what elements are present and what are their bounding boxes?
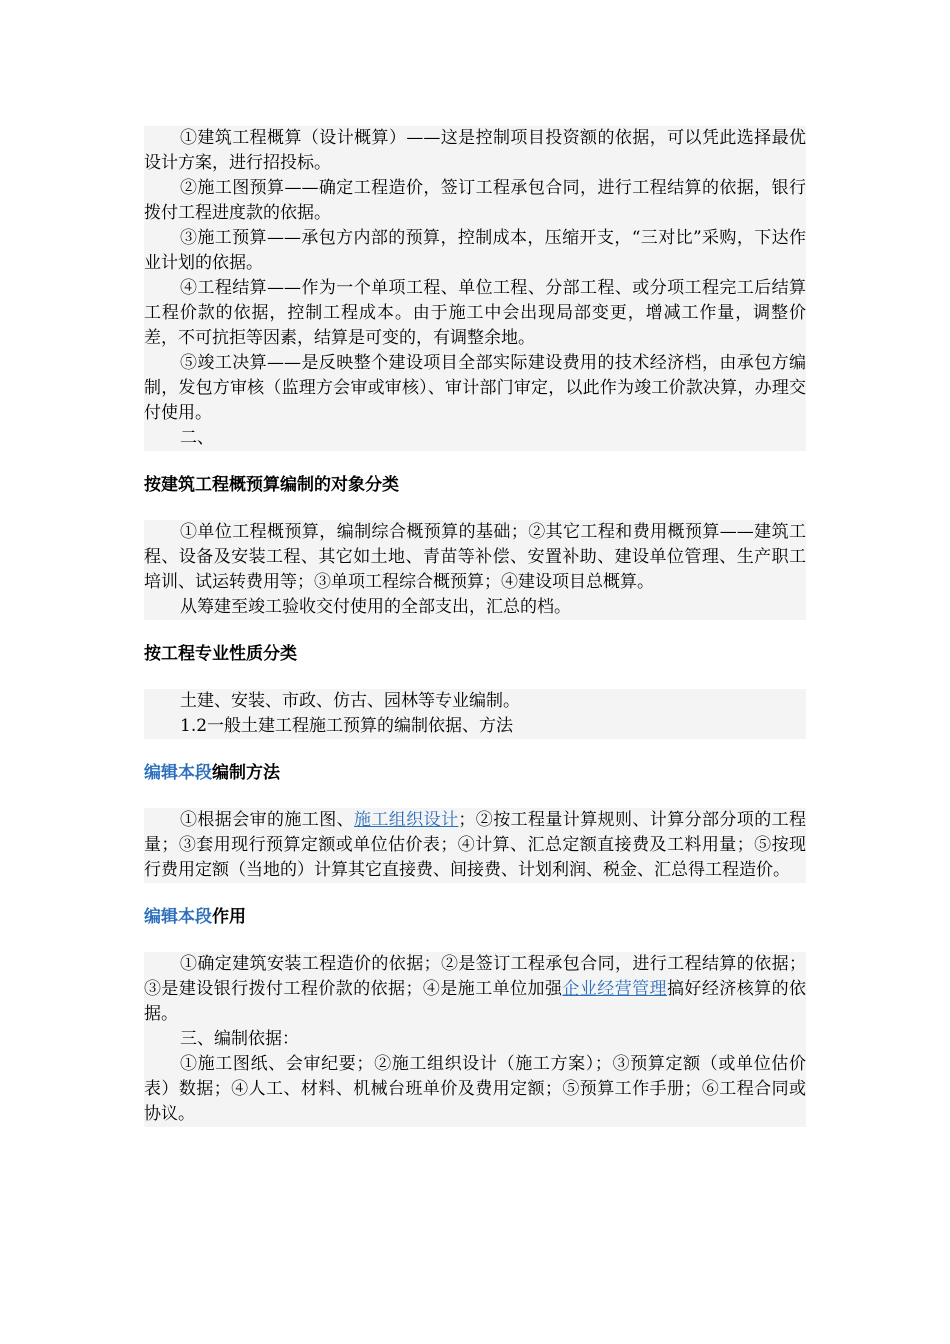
paragraph: 三、编制依据： xyxy=(180,1029,299,1049)
shaded-block-estimates xyxy=(144,126,806,451)
paragraph: ①建筑工程概算（设计概算）——这是控制项目投资额的依据，可以凭此选择最优设计方案，进行招投标。 xyxy=(144,128,806,173)
section-heading-function xyxy=(144,905,806,930)
edit-section-link[interactable]: 编辑本段 xyxy=(144,763,212,783)
paragraph: ①单位工程概预算，编制综合概预算的基础；②其它工程和费用概预算——建筑工程、设备及安装工程、其它如土地、青苗等补偿、安置补助、建设单位管理、生产职工培训、试运转费用等；③单项工程综合概预算；④建设项目总概算。 xyxy=(144,522,806,592)
paragraph: ①施工图纸、会审纪要；②施工组织设计（施工方案）；③预算定额（或单位估价表）数据；④人工、材料、机械台班单价及费用定额；⑤预算工作手册；⑥工程合同或协议。 xyxy=(144,1054,806,1124)
paragraph: 从筹建至竣工验收交付使用的全部支出，汇总的档。 xyxy=(180,597,571,617)
section-heading: 按工程专业性质分类 xyxy=(144,644,297,664)
heading-title: 编制方法 xyxy=(212,763,280,783)
paragraph: ③施工预算——承包方内部的预算，控制成本，压缩开支，“三对比”采购，下达作业计划的依据。 xyxy=(144,228,806,273)
heading-title: 作用 xyxy=(212,907,246,927)
paragraph: ②施工图预算——确定工程造价，签订工程承包合同，进行工程结算的依据，银行拨付工程进度款的依据。 xyxy=(144,178,806,223)
section-heading-method xyxy=(144,761,806,786)
paragraph: ①根据会审的施工图、施工组织设计；②按工程量计算规则、计算分部分项的工程量；③套用现行预算定额或单位估价表；④计算、汇总定额直接费及工料用量；⑤按现行费用定额（当地的）计算其它直接费、间接费、计划利润、税金、汇总得工程造价。 xyxy=(144,810,807,880)
shaded-block-object xyxy=(144,520,806,620)
paragraph: 1.2一般土建工程施工预算的编制依据、方法 xyxy=(180,716,514,736)
paragraph: ④工程结算——作为一个单项工程、单位工程、分部工程、或分项工程完工后结算工程价款的依据，控制工程成本。由于施工中会出现局部变更，增减工作量，调整价差，不可抗拒等因素，结算是可变的，有调整余地。 xyxy=(144,278,806,348)
shaded-block-profession xyxy=(144,689,806,739)
shaded-block-function xyxy=(144,952,806,1127)
section-heading: 按建筑工程概预算编制的对象分类 xyxy=(144,475,399,495)
shaded-block-method xyxy=(144,808,806,883)
paragraph: ①确定建筑安装工程造价的依据；②是签订工程承包合同，进行工程结算的依据；③是建设银行拨付工程价款的依据；④是施工单位加强企业经营管理搞好经济核算的依据。 xyxy=(144,954,807,1024)
edit-section-link[interactable]: 编辑本段 xyxy=(144,907,212,927)
paragraph: ⑤竣工决算——是反映整个建设项目全部实际建设费用的技术经济档，由承包方编制，发包方审核（监理方会审或审核）、审计部门审定，以此作为竣工价款决算，办理交付使用。 xyxy=(144,353,806,423)
paragraph: 二、 xyxy=(180,428,214,448)
document-body xyxy=(144,126,806,1127)
paragraph: 土建、安装、市政、仿古、园林等专业编制。 xyxy=(180,691,520,711)
enterprise-management-link[interactable]: 企业经营管理 xyxy=(562,979,667,999)
construction-plan-link[interactable]: 施工组织设计 xyxy=(354,810,459,830)
